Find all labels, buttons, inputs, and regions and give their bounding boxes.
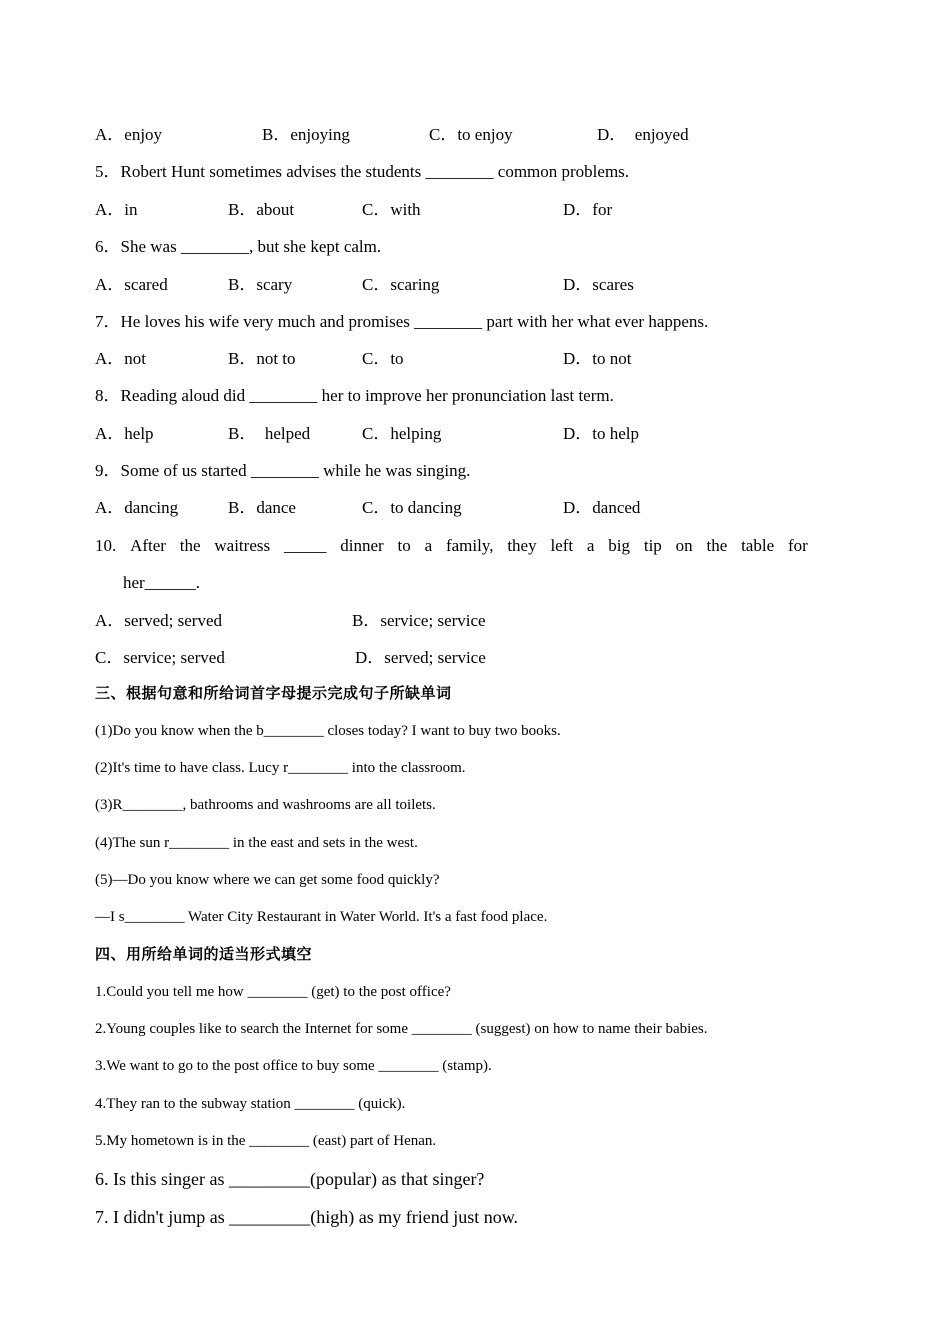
q5-option-c: C．with bbox=[362, 200, 421, 219]
q10-word: tip bbox=[643, 536, 662, 555]
q9-option-b: B．dance bbox=[228, 498, 296, 517]
q5-option-b: B．about bbox=[228, 200, 295, 219]
q10-option-b: B．service; service bbox=[352, 611, 486, 630]
q10-option-c: C．service; served bbox=[95, 648, 225, 667]
q10-word: 10. bbox=[95, 536, 117, 555]
q8-option-a: A．help bbox=[95, 424, 154, 443]
q8-option-b: B． helped bbox=[228, 424, 311, 443]
q4-option-b: B．enjoying bbox=[262, 125, 350, 144]
q10-word: on bbox=[675, 536, 693, 555]
q10-option-a: A．served; served bbox=[95, 611, 222, 630]
section4-item: 1.Could you tell me how ________ (get) to the post office? bbox=[95, 984, 451, 1000]
section4-item: 5.My hometown is in the ________ (east) part of Henan. bbox=[95, 1133, 437, 1149]
q7-option-d: D．to not bbox=[563, 349, 632, 368]
q10-stem-line2: her______. bbox=[123, 573, 200, 592]
q6-option-a: A．scared bbox=[95, 275, 168, 294]
section3-item: (1)Do you know when the b________ closes today? I want to buy two books. bbox=[95, 723, 561, 739]
section4-item: 7. I didn't jump as _________(high) as my friend just now. bbox=[95, 1207, 519, 1227]
q4-option-c: C．to enjoy bbox=[429, 125, 513, 144]
q10-word: left bbox=[550, 536, 574, 555]
q7-option-b: B．not to bbox=[228, 349, 296, 368]
q9-option-c: C．to dancing bbox=[362, 498, 462, 517]
section4-item: 2.Young couples like to search the Internet for some ________ (suggest) on how to name their babies. bbox=[95, 1021, 708, 1037]
q7-option-c: C．to bbox=[362, 349, 404, 368]
q9-option-a: A．dancing bbox=[95, 498, 179, 517]
section4-item: 6. Is this singer as _________(popular) as that singer? bbox=[95, 1169, 485, 1189]
section4-item: 3.We want to go to the post office to buy some ________ (stamp). bbox=[95, 1058, 492, 1074]
q4-option-a: A．enjoy bbox=[95, 125, 163, 144]
section4-heading: 四、用所给单词的适当形式填空 bbox=[95, 945, 313, 963]
q10-word: family, bbox=[445, 536, 494, 555]
q10-word: waitress bbox=[214, 536, 271, 555]
section3-heading: 三、根据句意和所给词首字母提示完成句子所缺单词 bbox=[95, 684, 452, 702]
section3-item: (4)The sun r________ in the east and sets in the west. bbox=[95, 835, 418, 851]
q10-stem-line1 bbox=[95, 537, 808, 554]
q8-option-c: C．helping bbox=[362, 424, 442, 443]
q10-word: they bbox=[507, 536, 537, 555]
section3-item: —I s________ Water City Restaurant in Water World. It's a fast food place. bbox=[95, 909, 548, 925]
q10-word: After bbox=[130, 536, 166, 555]
q7-stem: 7．He loves his wife very much and promises ________ part with her what ever happens. bbox=[95, 312, 709, 331]
q5-option-d: D．for bbox=[563, 200, 613, 219]
q9-option-d: D．danced bbox=[563, 498, 641, 517]
q10-word: the bbox=[179, 536, 201, 555]
q6-stem: 6．She was ________, but she kept calm. bbox=[95, 237, 382, 256]
q7-option-a: A．not bbox=[95, 349, 146, 368]
section4-item: 4.They ran to the subway station ________ (quick). bbox=[95, 1096, 406, 1112]
section3-item: (5)—Do you know where we can get some food quickly? bbox=[95, 872, 440, 888]
q6-option-c: C．scaring bbox=[362, 275, 440, 294]
q10-word: table bbox=[741, 536, 775, 555]
q6-option-d: D．scares bbox=[563, 275, 634, 294]
q4-option-d: D． enjoyed bbox=[597, 125, 689, 144]
q10-option-d: D．served; service bbox=[355, 648, 486, 667]
q8-option-d: D．to help bbox=[563, 424, 640, 443]
section3-item: (2)It's time to have class. Lucy r________ into the classroom. bbox=[95, 760, 466, 776]
q10-word: dinner bbox=[340, 536, 384, 555]
q10-word: the bbox=[706, 536, 728, 555]
q10-blank: _____ bbox=[283, 536, 327, 555]
q5-option-a: A．in bbox=[95, 200, 138, 219]
q10-word: to bbox=[397, 536, 411, 555]
q9-stem: 9．Some of us started ________ while he was singing. bbox=[95, 461, 471, 480]
q10-word: for bbox=[787, 536, 808, 555]
q10-word: big bbox=[608, 536, 631, 555]
q10-word: a bbox=[424, 536, 433, 555]
q6-option-b: B．scary bbox=[228, 275, 293, 294]
q5-stem: 5．Robert Hunt sometimes advises the students ________ common problems. bbox=[95, 162, 630, 181]
q10-word: a bbox=[586, 536, 595, 555]
q8-stem: 8．Reading aloud did ________ her to improve her pronunciation last term. bbox=[95, 386, 614, 405]
section3-item: (3)R________, bathrooms and washrooms are all toilets. bbox=[95, 797, 436, 813]
